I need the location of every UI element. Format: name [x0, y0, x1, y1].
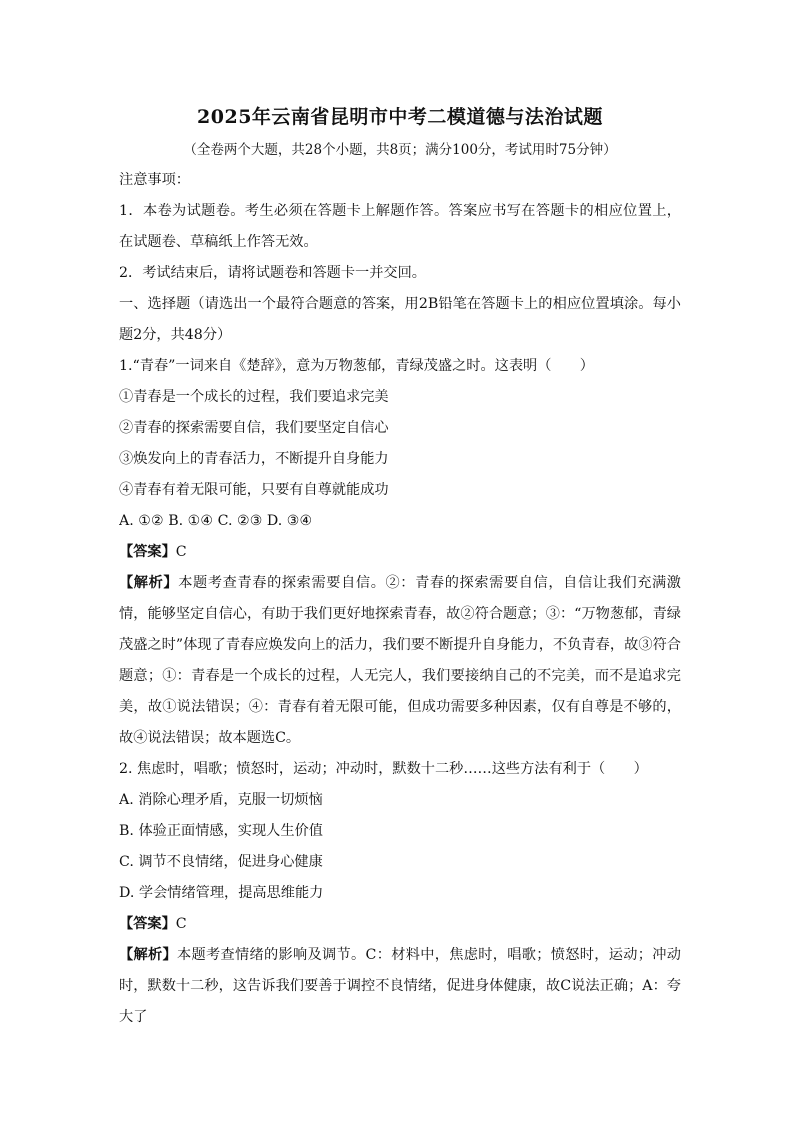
answer-value: C	[175, 544, 187, 560]
analysis-text: 本题考查青春的探索需要自信。②：青春的探索需要自信，自信让我们充满激情，能够坚定自信心，有助于我们更好地探索青春，故②符合题意；③：“万物葱郁，青绿茂盛之时”体现了青春应焕发向上的活力，我们要不断提升自身能力，不负青春，故③符合题意；①：青春是一个成长的过程，人无完人，我们要接纳自己的不完美，而不是追求完美，故①说法错误；④：青春有着无限可能，但成功需要多种因素，仅有自尊是不够的，故④说法错误；故本题选C。	[119, 575, 681, 746]
question-2-stem: 2. 焦虑时，唱歌；愤怒时，运动；冲动时，默数十二秒……这些方法有利于（ ）	[119, 761, 648, 777]
question-2-option-d: D. 学会情绪管理，提高思维能力	[119, 885, 324, 901]
question-1-statement-1: ①青春是一个成长的过程，我们要追求完美	[119, 389, 389, 405]
answer-label: 【答案】	[119, 916, 176, 932]
analysis-text: 本题考查情绪的影响及调节。C：材料中，焦虑时，唱歌；愤怒时，运动；冲动时，默数十二秒，这告诉我们要善于调控不良情绪，促进身体健康，故C说法正确；A：夸大了	[119, 947, 681, 1025]
question-2-answer	[119, 909, 681, 940]
question-1-answer	[119, 537, 681, 568]
section-heading: 一、选择题（请选出一个最符合题意的答案，用2B铅笔在答题卡上的相应位置填涂。每小题2分，共48分）	[119, 296, 681, 343]
notice-item-2: 2．考试结束后，请将试题卷和答题卡一并交回。	[119, 265, 426, 281]
question-2-option-c: C. 调节不良情绪，促进身心健康	[119, 854, 323, 870]
notice-heading: 注意事项：	[119, 172, 190, 188]
analysis-label: 【解析】	[119, 575, 179, 591]
question-1-choices: A. ①② B. ①④ C. ②③ D. ③④	[119, 513, 313, 529]
exam-page	[119, 0, 681, 1033]
question-1-statement-4: ④青春有着无限可能，只要有自尊就能成功	[119, 482, 389, 498]
question-2-option-a: A. 消除心理矛盾，克服一切烦恼	[119, 792, 323, 808]
page-title: 2025年云南省昆明市中考二模道德与法治试题	[197, 106, 603, 128]
notice-item-1: 1．本卷为试题卷。考生必须在答题卡上解题作答。答案应书写在答题卡的相应位置上，在试题卷、草稿纸上作答无效。	[119, 203, 681, 250]
question-1-stem: 1.“青春”一词来自《楚辞》，意为万物葱郁，青绿茂盛之时。这表明（ ）	[119, 358, 594, 374]
question-2-analysis	[119, 940, 681, 1033]
answer-value: C	[175, 916, 187, 932]
page-subtitle: （全卷两个大题，共28个小题，共8页；满分100分，考试用时75分钟）	[183, 142, 617, 158]
question-1-statement-3: ③焕发向上的青春活力，不断提升自身能力	[119, 451, 389, 467]
question-2-option-b: B. 体验正面情感，实现人生价值	[119, 823, 323, 839]
analysis-label: 【解析】	[119, 947, 178, 963]
question-1-analysis	[119, 568, 681, 754]
question-1-statement-2: ②青春的探索需要自信，我们要坚定自信心	[119, 420, 389, 436]
answer-label: 【答案】	[119, 544, 176, 560]
